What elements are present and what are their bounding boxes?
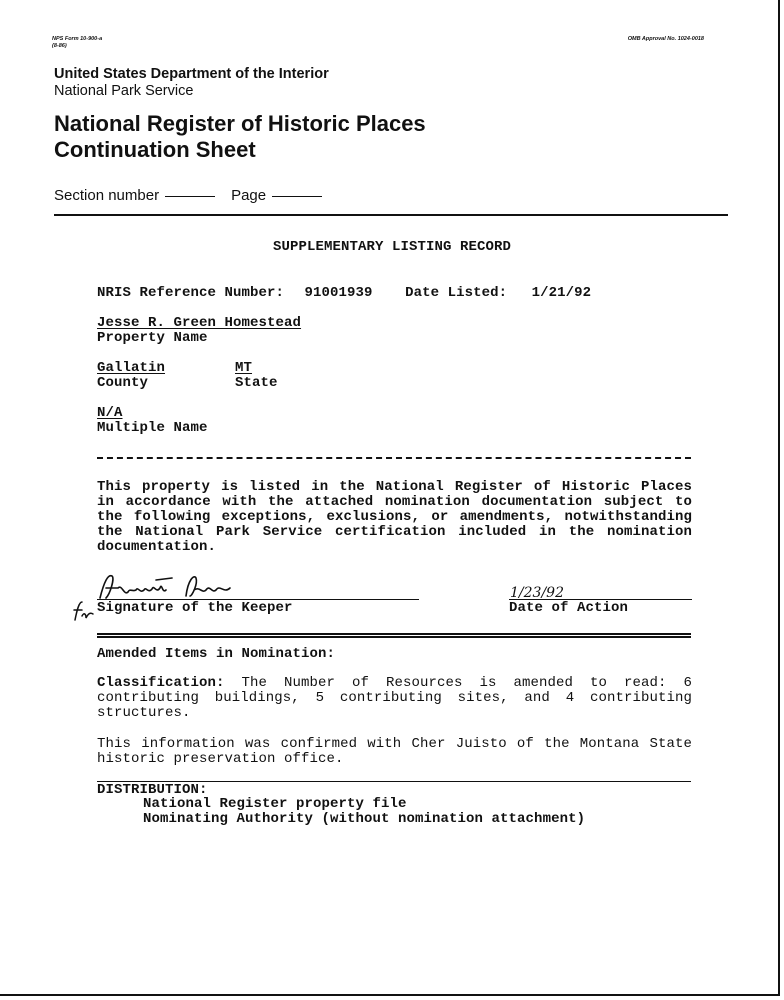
title-line-1: National Register of Historic Places bbox=[54, 111, 426, 136]
section-number-label: Section number bbox=[54, 187, 160, 204]
keeper-signature-handwriting bbox=[96, 572, 246, 602]
county-value: Gallatin bbox=[97, 360, 166, 376]
multiple-name-value: N/A bbox=[97, 405, 123, 421]
classification-paragraph bbox=[97, 676, 692, 721]
section-page-row bbox=[54, 187, 338, 204]
nris-reference-row bbox=[97, 285, 591, 301]
section-number-field bbox=[165, 196, 215, 197]
state-value: MT bbox=[235, 360, 253, 376]
form-date: (8-86) bbox=[52, 43, 67, 49]
record-title: SUPPLEMENTARY LISTING RECORD bbox=[272, 239, 512, 255]
signature-label: Signature of the Keeper bbox=[97, 600, 293, 616]
nris-reference-number: 91001939 bbox=[304, 285, 373, 301]
listing-statement: This property is listed in the National Register of Historic Places in accordance with the attached nomination documentation subject to the following exceptions, exclusions, or amendments, notwithstanding the National Park Service certification included in the nomination documentation. bbox=[97, 479, 692, 555]
classification-label: Classification: bbox=[97, 675, 225, 691]
classification-text: The Number of Resources is amended to read: 6 contributing buildings, 5 contributing sites, and 4 contributing structures. bbox=[97, 675, 692, 721]
page-title bbox=[54, 111, 426, 163]
property-name-value: Jesse R. Green Homestead bbox=[97, 315, 302, 331]
double-divider bbox=[97, 633, 691, 638]
nris-reference-label: NRIS Reference Number: bbox=[97, 285, 285, 301]
date-listed-label: Date Listed: bbox=[405, 285, 508, 301]
dashed-divider bbox=[97, 457, 691, 459]
action-date-handwriting: 1/23/92 bbox=[510, 585, 564, 601]
page-number-field bbox=[272, 196, 322, 197]
for-handwriting bbox=[72, 598, 96, 622]
county-label: County bbox=[97, 375, 149, 391]
multiple-name-label: Multiple Name bbox=[97, 420, 208, 436]
title-line-2: Continuation Sheet bbox=[54, 137, 256, 162]
distribution-heading: DISTRIBUTION: bbox=[97, 782, 208, 798]
distribution-item: National Register property file bbox=[143, 796, 407, 812]
header-divider bbox=[54, 214, 728, 216]
form-identifier bbox=[52, 36, 102, 50]
date-listed-value: 1/21/92 bbox=[531, 285, 592, 301]
form-number: NPS Form 10-900-a bbox=[52, 36, 103, 42]
agency-name: National Park Service bbox=[54, 83, 194, 99]
page-label: Page bbox=[231, 187, 267, 204]
confirmation-paragraph: This information was confirmed with Cher Juisto of the Montana State historic preservation office. bbox=[97, 736, 692, 767]
department-name: United States Department of the Interior bbox=[54, 66, 329, 82]
amended-items-heading: Amended Items in Nomination: bbox=[97, 646, 336, 662]
action-date-label: Date of Action bbox=[509, 600, 629, 616]
distribution-item: Nominating Authority (without nomination attachment) bbox=[143, 811, 586, 827]
omb-approval: OMB Approval No. 1024-0018 bbox=[627, 36, 704, 42]
property-name-label: Property Name bbox=[97, 330, 208, 346]
state-label: State bbox=[235, 375, 278, 391]
